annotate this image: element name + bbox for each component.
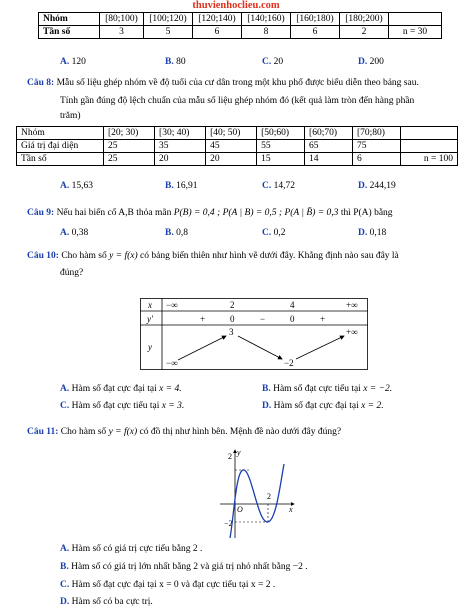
table-cell: 2: [339, 26, 388, 39]
q9-option-c[interactable]: C. 0,2: [262, 228, 286, 238]
table-cell: [160;180): [290, 13, 339, 26]
q8-option-c[interactable]: C. 14,72: [262, 181, 295, 191]
table-cell: 75: [353, 140, 401, 153]
table-cell: 3: [100, 26, 144, 39]
q8-question-line3: trăm): [60, 111, 81, 121]
vt-arrow-up-2: [296, 336, 344, 359]
table-cell: 6: [353, 153, 401, 166]
q7-option-a[interactable]: A. 120: [60, 57, 86, 67]
frequency-table-2: [16, 126, 458, 166]
vt-sign-4: 0: [290, 314, 295, 324]
vt-y-neg-inf: −∞: [166, 358, 178, 368]
table-row: [17, 127, 458, 140]
table-cell: 20: [206, 153, 257, 166]
vt-sign-1: +: [200, 314, 206, 324]
q10-question-line2: đúng?: [60, 268, 84, 278]
table-cell: Tần số: [17, 153, 104, 166]
variation-table: [140, 298, 368, 370]
q8-option-b[interactable]: B. 16,91: [165, 181, 198, 191]
q8-option-a[interactable]: A. 15,63: [60, 181, 93, 191]
q9-option-d[interactable]: D. 0,18: [358, 228, 387, 238]
table-cell: 15: [257, 153, 305, 166]
table-cell: 20: [155, 153, 206, 166]
table-cell: [80;100): [100, 13, 144, 26]
table-cell: [120;140): [192, 13, 241, 26]
table-cell: Giá trị đại diện: [17, 140, 104, 153]
table-cell: 6: [290, 26, 339, 39]
q7-option-c[interactable]: C. 20: [262, 57, 284, 67]
x-tick-2: 2: [267, 492, 271, 501]
q8-question: Câu 8: Mẫu số liệu ghép nhóm về độ tuổi của cư dân trong một khu phố được biểu diễn theo bảng sau.: [27, 78, 419, 88]
table-cell: Nhóm: [39, 13, 100, 26]
table-row: [39, 13, 442, 26]
origin-label: O: [237, 505, 243, 514]
table-cell: 35: [155, 140, 206, 153]
q11-option-a[interactable]: A. Hàm số có giá trị cực tiểu bằng 2 .: [60, 544, 203, 554]
table-cell: 65: [305, 140, 353, 153]
y-tick-neg2: −2: [224, 519, 233, 528]
x-axis-label: x: [289, 505, 293, 514]
q11-option-b[interactable]: B. Hàm số có giá trị lớn nhất bằng 2 và giá trị nhỏ nhất bằng −2 .: [60, 562, 308, 572]
vt-x-2: 2: [230, 300, 235, 310]
table-cell: [100;120): [143, 13, 192, 26]
table-cell: [401, 140, 458, 153]
vt-y-neg2: −2: [284, 358, 294, 368]
table-cell: Nhóm: [17, 127, 104, 140]
watermark: thuvienhoclieu.com: [192, 0, 280, 11]
table-cell: 6: [192, 26, 241, 39]
q9-question: Câu 9: Nếu hai biến cố A,B thỏa mãn P(B) = 0,4 ; P(A | B) = 0,5 ; P(A | B̄) = 0,3 thì P(A) bằng: [27, 208, 393, 218]
table-cell: [30; 40): [155, 127, 206, 140]
table-cell: n = 30: [389, 26, 442, 39]
q8-option-d[interactable]: D. 244,19: [358, 181, 396, 191]
table-cell: [70;80): [353, 127, 401, 140]
table-row: [39, 26, 442, 39]
q10-option-b[interactable]: B. Hàm số đạt cực tiểu tại x = −2.: [262, 384, 393, 394]
y-tick-2: 2: [228, 452, 232, 461]
vt-arrow-down: [238, 336, 282, 359]
table-cell: 25: [104, 153, 155, 166]
table-cell: 55: [257, 140, 305, 153]
table-row: [17, 153, 458, 166]
table-row: [17, 140, 458, 153]
table-cell: [50;60): [257, 127, 305, 140]
q11-option-d[interactable]: D. Hàm số có ba cực trị.: [60, 597, 153, 607]
vt-y-pos-inf: +∞: [346, 327, 358, 337]
q9-option-a[interactable]: A. 0,38: [60, 228, 89, 238]
vt-sign-5: +: [320, 314, 326, 324]
table-cell: [60;70): [305, 127, 353, 140]
table-cell: 14: [305, 153, 353, 166]
q7-option-d[interactable]: D. 200: [358, 57, 384, 67]
table-cell: 8: [241, 26, 290, 39]
vt-y-3: 3: [229, 327, 234, 337]
table-cell: 5: [143, 26, 192, 39]
q9-formula: P(B) = 0,4 ; P(A | B) = 0,5 ; P(A | B̄) = 0,3: [173, 208, 339, 218]
vt-sign-3: −: [260, 314, 266, 324]
table-cell: [20; 30): [104, 127, 155, 140]
vt-x-4: 4: [290, 300, 295, 310]
table-cell: [401, 127, 458, 140]
vt-y-label: y: [148, 342, 152, 352]
vt-arrow-up-1: [178, 336, 226, 360]
q10-option-a[interactable]: A. Hàm số đạt cực đại tại x = 4.: [60, 384, 182, 394]
vt-sign-2: 0: [230, 314, 235, 324]
vt-yprime-label: y': [147, 314, 153, 324]
table-cell: 45: [206, 140, 257, 153]
q10-option-c[interactable]: C. Hàm số đạt cực tiểu tại x = 3.: [60, 401, 185, 411]
table-cell: Tần số: [39, 26, 100, 39]
function-graph: [218, 446, 298, 540]
q10-option-d[interactable]: D. Hàm số đạt cực đại tại x = 2.: [262, 401, 384, 411]
curve: [230, 464, 284, 538]
table-cell: n = 100: [401, 153, 458, 166]
table-cell: [140;160): [241, 13, 290, 26]
table-cell: [180;200): [339, 13, 388, 26]
q11-question: Câu 11: Cho hàm số y = f(x) có đồ thị như hình bên. Mệnh đề nào dưới đây đúng?: [27, 427, 342, 437]
vt-x-pos-inf: +∞: [346, 300, 358, 310]
vt-x-neg-inf: −∞: [166, 300, 178, 310]
y-axis-label: y: [237, 448, 241, 457]
q7-option-b[interactable]: B. 80: [165, 57, 186, 67]
table-cell: [40; 50): [206, 127, 257, 140]
q11-option-c[interactable]: C. Hàm số đạt cực đại tại x = 0 và đạt cực tiểu tại x = 2 .: [60, 580, 276, 590]
table-cell: 25: [104, 140, 155, 153]
frequency-table-1: [38, 12, 442, 39]
q9-option-b[interactable]: B. 0,8: [165, 228, 188, 238]
vt-x-label: x: [148, 300, 152, 310]
q10-question: Câu 10: Cho hàm số y = f(x) có bảng biến thiên như hình vẽ dưới đây. Khẳng định nào sau đây là: [27, 251, 399, 261]
q8-question-line2: Tính gần đúng độ lệch chuẩn của mẫu số liệu ghép nhóm đó (kết quả làm tròn đến hàng phần: [60, 96, 415, 106]
table-cell: [389, 13, 442, 26]
